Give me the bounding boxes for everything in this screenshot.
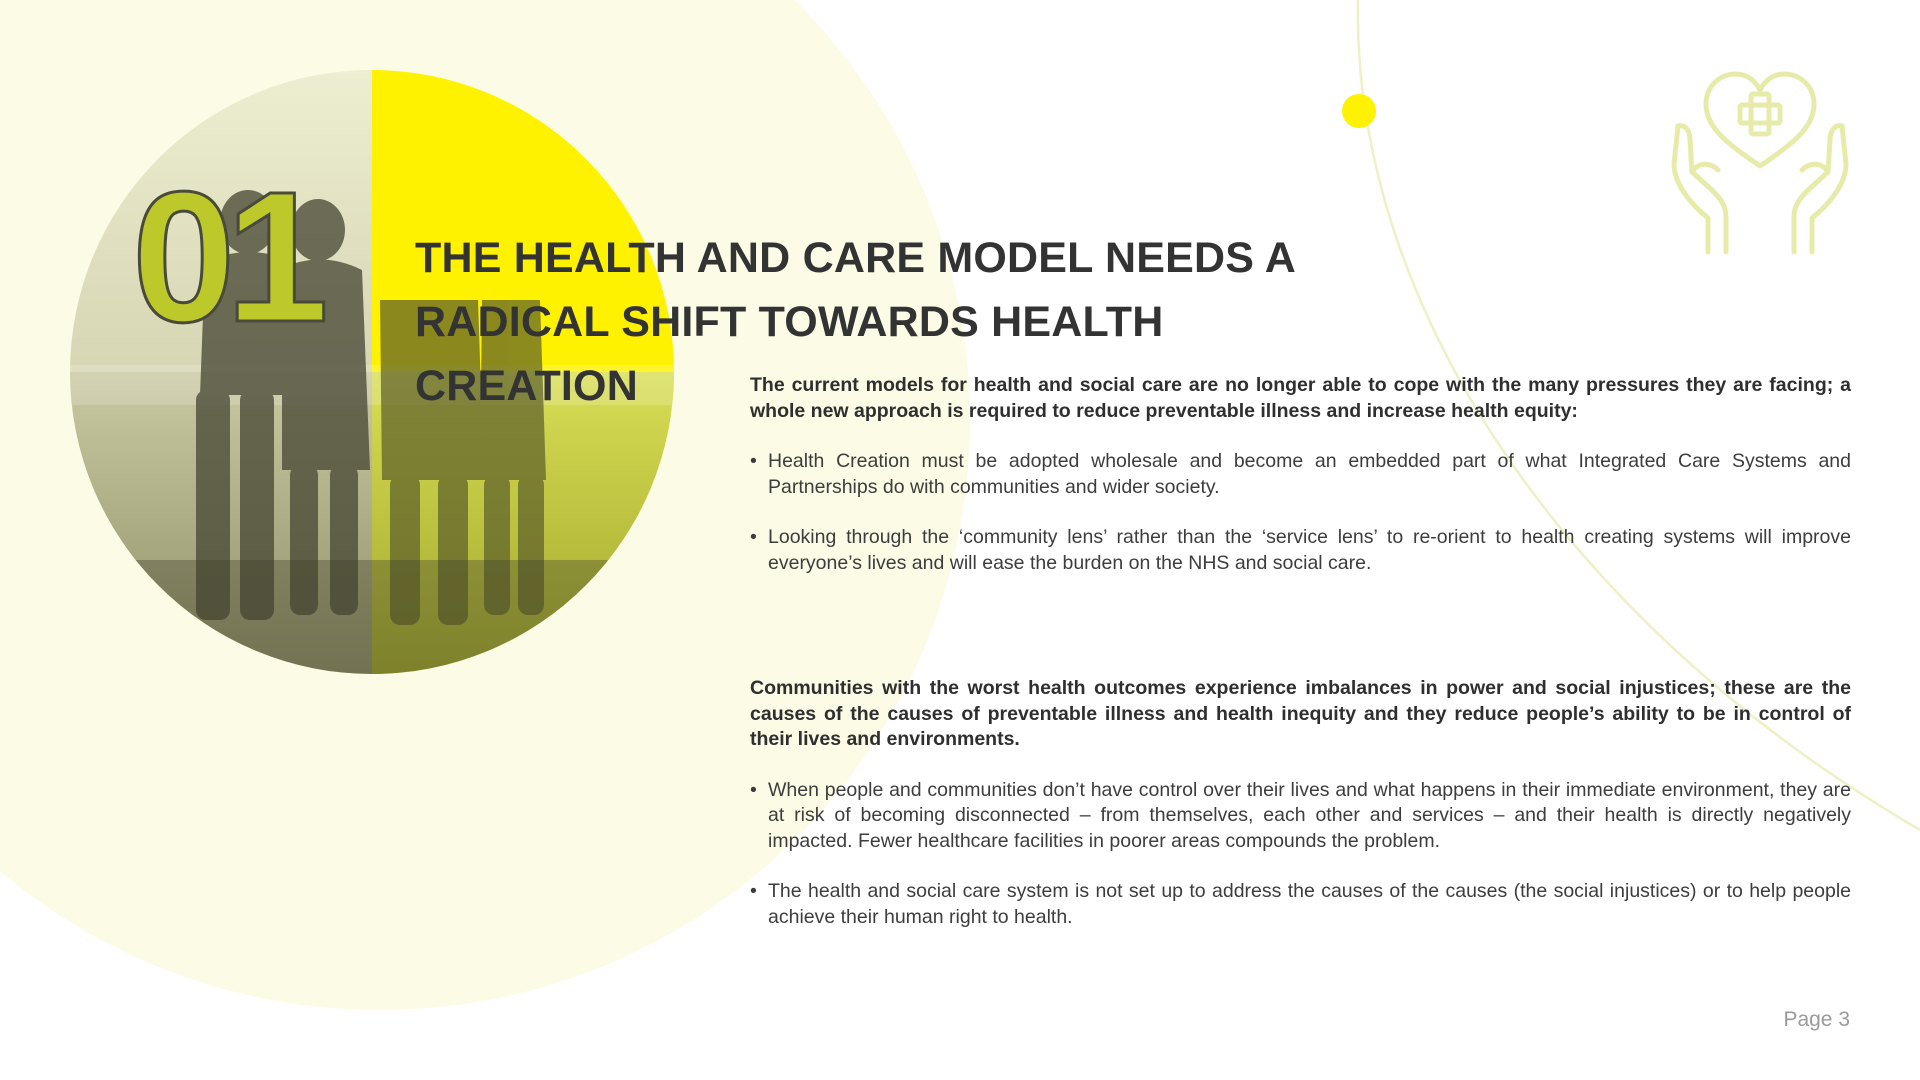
block2-bullet [750,879,1851,930]
bullet-dot: • [750,526,757,548]
block1-bullet [750,525,1851,576]
page-number: Page 3 [1783,1008,1850,1031]
bullet-dot: • [750,880,757,902]
hands-holding-heart-icon [1668,66,1852,260]
block2-bullet-text: The health and social care system is not set up to address the causes of the causes (the social injustices) or to help people achieve their human right to health. [768,880,1851,928]
section-title-line-1: THE HEALTH AND CARE MODEL NEEDS A [415,234,1296,282]
yellow-dot [1342,94,1376,128]
body-content [750,373,1851,930]
block1-bullet-text: Health Creation must be adopted wholesale and become an embedded part of what Integrated Care Systems and Partnerships do with communities and wider society. [768,450,1851,498]
bullet-dot: • [750,778,757,801]
section-number: 01 [132,154,319,361]
bullet-dot: • [750,450,757,472]
block1-bullet [750,449,1851,500]
block2-bullet [750,778,1851,855]
block2-bullet-text: When people and communities don’t have control over their lives and what happens in their immediate environment, they are at risk of becoming disconnected – from themselves, each other and services – and their health is directly negatively impacted. Fewer healthcare facilities in poorer areas compounds the problem. [768,778,1851,852]
block1-bullet-text: Looking through the ‘community lens’ rather than the ‘service lens’ to re-orient to health creating systems will improve everyone’s lives and will ease the burden on the NHS and social care. [768,526,1851,574]
block2-lead: Communities with the worst health outcomes experience imbalances in power and social injustices; these are the causes of the causes of preventable illness and health inequity and they reduce people’s ability to be in control of their lives and environments. [750,677,1851,750]
section-title-line-2: RADICAL SHIFT TOWARDS HEALTH CREATION [415,298,1164,410]
block1-lead: The current models for health and social care are no longer able to cope with the many pressures they are facing; a whole new approach is required to reduce preventable illness and increase health equity: [750,374,1851,422]
